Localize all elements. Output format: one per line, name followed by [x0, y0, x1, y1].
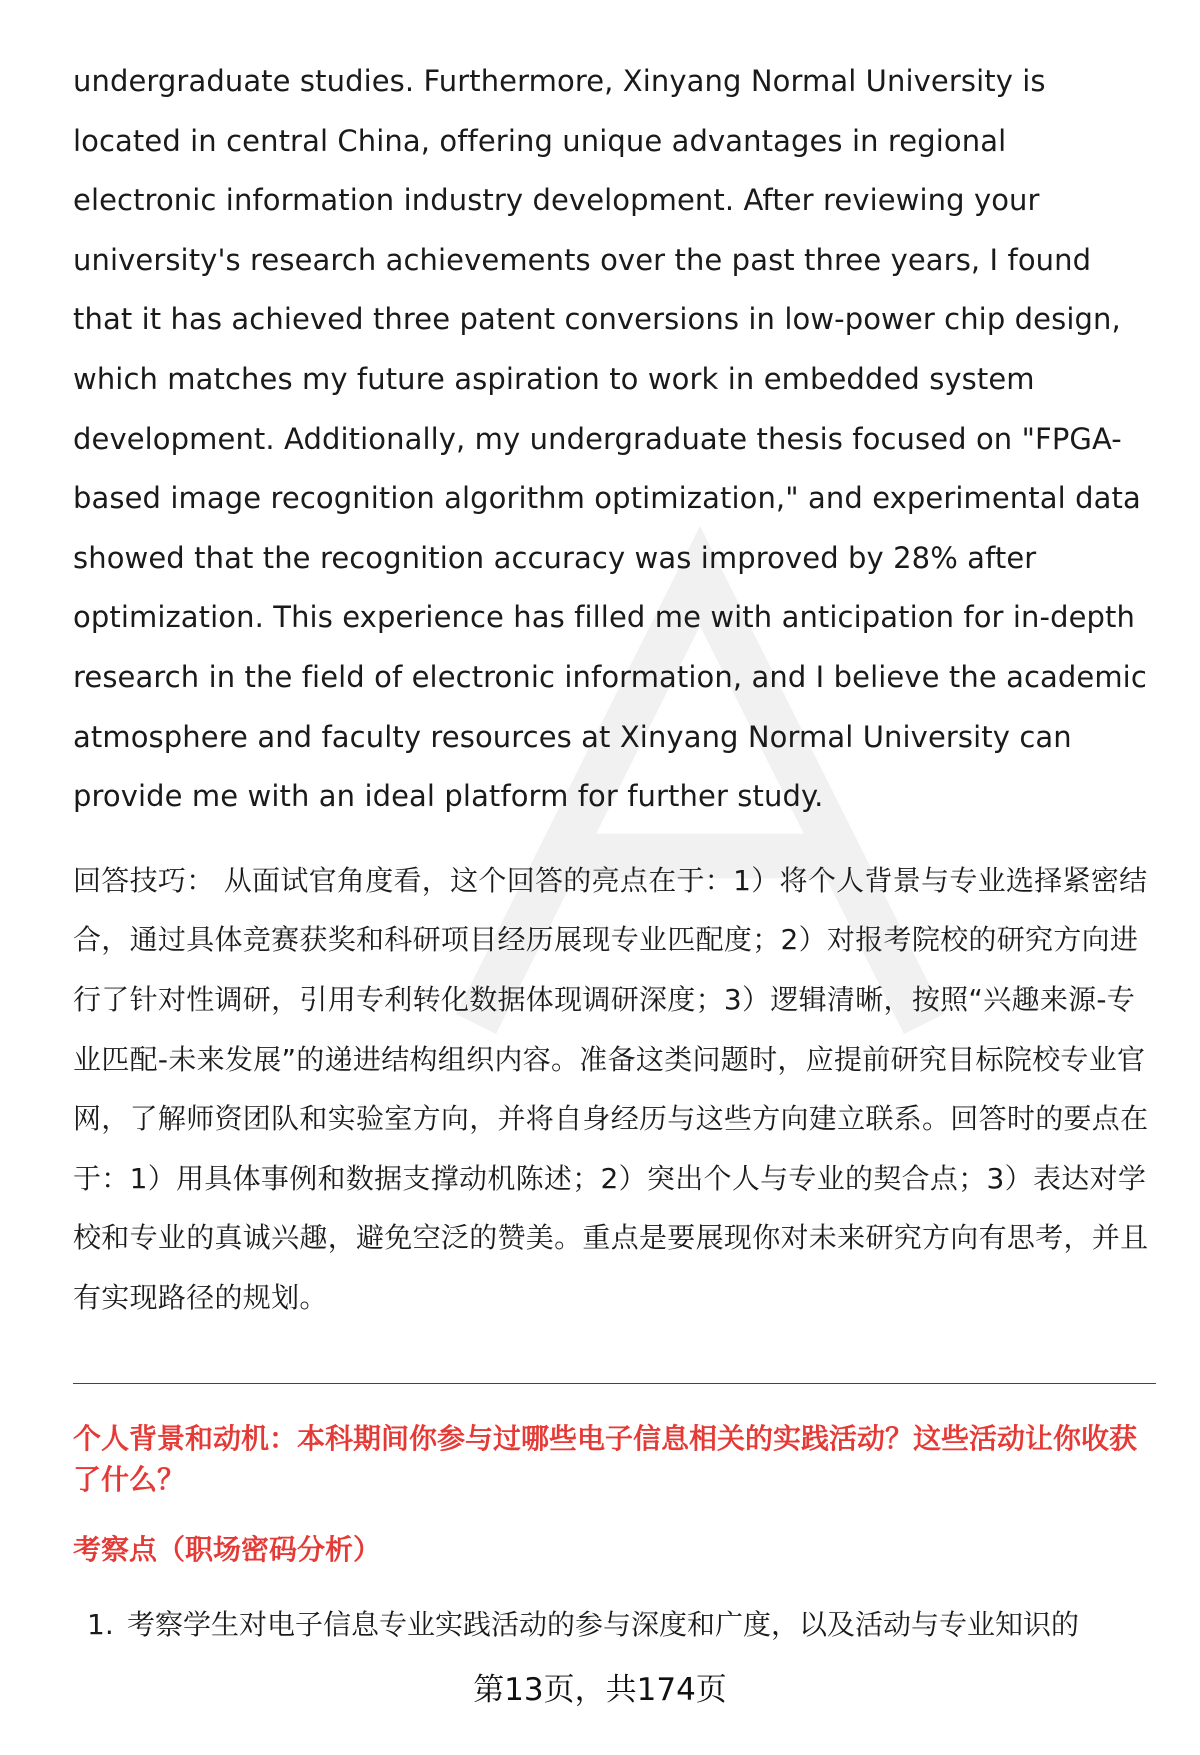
document-page	[73, 52, 1153, 1645]
answer-tips-paragraph: 回答技巧： 从面试官角度看，这个回答的亮点在于：1）将个人背景与专业选择紧密结合，通过具体竞赛获奖和科研项目经历展现专业匹配度；2）对报考院校的研究方向进行了针对性调研，引用专利转化数据体现调研深度；3）逻辑清晰，按照“兴趣来源-专业匹配-未来发展”的递进结构组织内容。准备这类问题时，应提前研究目标院校专业官网，了解师资团队和实验室方向，并将自身经历与这些方向建立联系。回答时的要点在于：1）用具体事例和数据支撑动机陈述；2）突出个人与专业的契合点；3）表达对学校和专业的真诚兴趣，避免空泛的赞美。重点是要展现你对未来研究方向有思考，并且有实现路径的规划。	[73, 863, 1149, 1314]
continuation-paragraph: undergraduate studies. Furthermore, Xinyang Normal University is located in central China, offering unique advantages in regional electronic information industry development. After reviewing your university's research achievements over the past three years, I found that it has achieved three patent conversions in low-power chip design, which matches my future aspiration to work in embedded system development. Additionally, my undergraduate thesis focused on "FPGA-based image recognition algorithm optimization," and experimental data showed that the recognition accuracy was improved by 28% after optimization. This experience has filled me with anticipation for in-depth research in the field of electronic information, and I believe the academic atmosphere and faculty resources at Xinyang Normal University can provide me with an ideal platform for further study.	[73, 64, 1147, 814]
evaluation-heading: 考察点（职场密码分析）	[73, 1533, 382, 1567]
section-divider	[73, 1383, 1156, 1384]
page-number-footer: 第13页，共174页	[473, 1672, 727, 1708]
list-item	[73, 1605, 1153, 1645]
list-item-number: 1.	[87, 1608, 114, 1642]
list-item-text: 考察学生对电子信息专业实践活动的参与深度和广度，以及活动与专业知识的	[127, 1608, 1080, 1642]
question-heading: 个人背景和动机：本科期间你参与过哪些电子信息相关的实践活动？这些活动让你收获了什么？	[73, 1422, 1138, 1497]
